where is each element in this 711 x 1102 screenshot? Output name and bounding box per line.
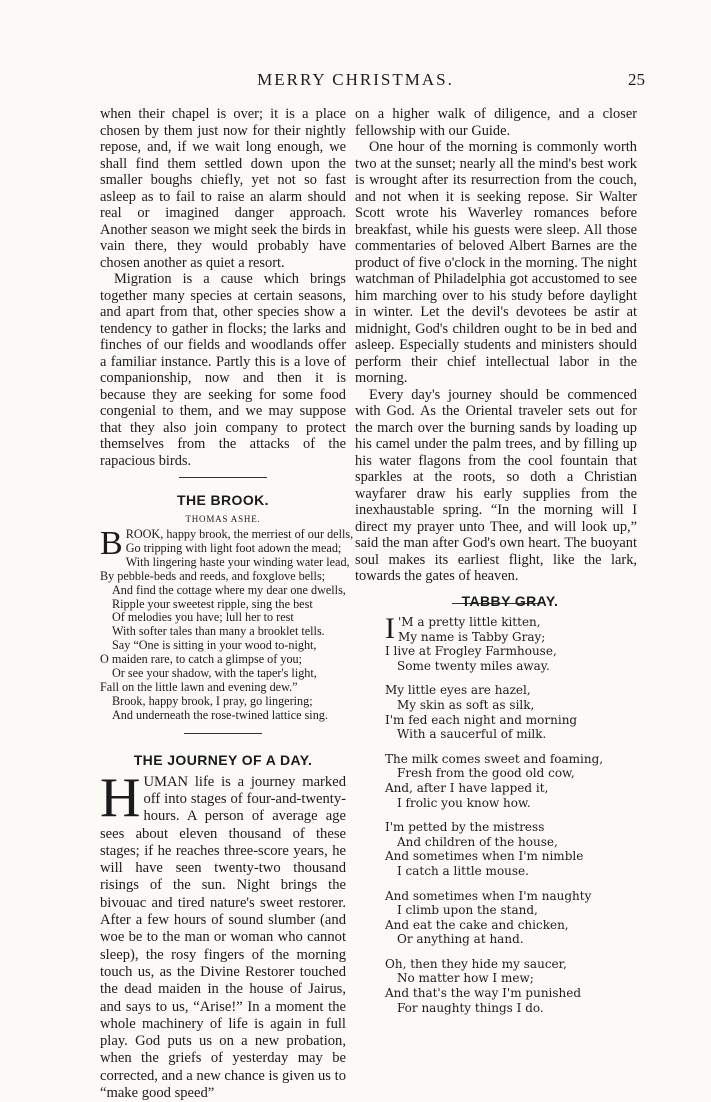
- poem-line: Fresh from the good old cow,: [397, 766, 575, 781]
- poem-author: THOMAS ASHE.: [185, 514, 261, 524]
- right-column: [355, 106, 637, 618]
- section-divider: [179, 477, 267, 478]
- paragraph: when their chapel is over; it is a place chosen by them just now for their nightly repose, and, if we wait long enough, we shall find them settled down upon the smaller boughs chiefly, yet not so fast asleep as to fail to raise an alarm should real or imagined danger approach. Another season we might seek the birds in vain there, they would probably have chosen another as quiet a resort.: [100, 106, 346, 271]
- poem-line: And, after I have lapped it,: [385, 780, 549, 795]
- paragraph: on a higher walk of diligence, and a closer fellowship with our Guide.: [355, 106, 637, 139]
- poem-line: Ripple your sweetest ripple, sing the best: [112, 596, 313, 611]
- paragraph: One hour of the morning is commonly worth two at the sunset; nearly all the mind's best work is wrought after its resurrection from the couch, and not when it is seeking repose. Sir Walter Scott wrote his Waverley romances before breakfast, while his guests were sleep. All those commentaries of beloved Albert Barnes are the product of five o'clock in the morning. The night watchman of Philadelphia got accustomed to see him marching over to his study before daylight in winter. Let the devil's devotees be astir at midnight, God's children ought to be in bed and asleep. Especially students and ministers should perform their chief intellectual labor in the morning.: [355, 139, 637, 386]
- poem-line: And underneath the rose-twined lattice sing.: [112, 707, 328, 722]
- poem-line: With lingering haste your winding water lead,: [125, 554, 350, 569]
- drop-cap: I: [385, 612, 395, 645]
- poem-line: My little eyes are hazel,: [385, 683, 531, 698]
- poem-line: For naughty things I do.: [397, 1000, 544, 1015]
- poem-line: And children of the house,: [397, 834, 558, 849]
- poem-line: And find the cottage where my dear one dwells,: [112, 582, 346, 597]
- poem-line: Brook, happy brook, I pray, go lingering;: [112, 693, 313, 708]
- poem-line: Oh, then they hide my saucer,: [385, 956, 567, 971]
- running-title: MERRY CHRISTMAS.: [257, 70, 454, 89]
- poem-line: Go tripping with light foot adown the mead;: [125, 540, 342, 555]
- paragraph: Migration is a cause which brings together many species at certain seasons, and apart from that, other species show a tendency to gather in flocks; the larks and finches of our fields and woodlands offer a familiar instance. Partly this is a love of companionship, now and then it is because they are seeking for some food congenial to them, and we may suppose that they also join company to protect themselves from the attacks of the rapacious birds.: [100, 271, 346, 469]
- poem-line: I frolic you know how.: [397, 795, 531, 810]
- article-journey-of-a-day: [100, 752, 346, 1102]
- poem-stanza: [385, 612, 635, 673]
- poem-line: And that's the way I'm punished: [385, 986, 582, 1001]
- poem-stanza: [385, 683, 635, 741]
- section-divider: [184, 733, 262, 734]
- poem-line: And sometimes when I'm naughty: [385, 888, 592, 903]
- poem-line: And sometimes when I'm nimble: [385, 849, 584, 864]
- poem-line: O maiden rare, to catch a glimpse of you;: [100, 652, 303, 667]
- left-column: [100, 106, 354, 1102]
- poem-line: Of melodies you have; lull her to rest: [112, 610, 294, 625]
- poem-line: Fall on the little lawn and evening dew.”: [100, 679, 298, 694]
- page-number: 25: [628, 70, 645, 89]
- paragraph: Every day's journey should be commenced with God. As the Oriental traveler sets out for the march over the burning sands by loading up his camel under the palm trees, and by filling up his water flagons from the cool fountain that sparkles at the roots, so doth a Christian wayfarer draw his early supplies from the inexhaustable spring. “In the morning will I direct my prayer unto Thee, and will look up,” said the man after God's own heart. The buoyant soul makes its earliest flight, like the lark, towards the gates of heaven.: [355, 386, 637, 584]
- page-header: [0, 70, 711, 92]
- article-body: UMAN life is a journey marked off into stages of four-and-twenty-hours. A person of average age sees about eleven thousand of these stages; if he reaches three-score years, he will have seen twenty-two thousand risings of the sun. Night brings the bivouac and tired nature's sweet restorer. After a few hours of sound slumber (and woe be to the man or woman who cannot sleep), the rosy fingers of the morning touch us, as the Divine Restorer touched the dead maiden in the house of Jairus, and says to us, “Arise!” In a moment the whole machinery of life is again in full play. God puts us on a new probation, when the griefs of yesterday may be corrected, and a new chance is given us to “make good speed”: [100, 773, 346, 1102]
- poem-line: My skin as soft as silk,: [397, 697, 535, 712]
- poem-line: No matter how I mew;: [397, 971, 534, 986]
- poem-the-brook: [100, 492, 354, 723]
- drop-cap: H: [100, 766, 141, 829]
- poem-line: And eat the cake and chicken,: [385, 917, 569, 932]
- poem-stanza: [385, 957, 635, 1015]
- poem-tabby-gray: [385, 593, 635, 1025]
- article-title: THE JOURNEY OF A DAY.: [133, 751, 313, 768]
- poem-line: Or anything at hand.: [397, 932, 524, 947]
- poem-line: I'm petted by the mistress: [385, 820, 545, 835]
- poem-title: THE BROOK.: [177, 492, 269, 508]
- poem-line: 'M a pretty little kitten,: [398, 615, 541, 629]
- poem-stanza: [385, 820, 635, 878]
- poem-line: ROOK, happy brook, the merriest of our dells,: [125, 527, 354, 541]
- poem-line: I'm fed each night and morning: [385, 712, 578, 727]
- poem-line: With softer tales than many a brooklet tells.: [112, 624, 325, 639]
- poem-line: The milk comes sweet and foaming,: [385, 751, 604, 766]
- poem-line: Some twenty miles away.: [397, 658, 550, 673]
- poem-line: I climb upon the stand,: [397, 903, 538, 918]
- drop-cap: B: [100, 525, 123, 562]
- poem-line: By pebble-beds and reeds, and foxglove bells;: [100, 568, 326, 583]
- poem-line: I catch a little mouse.: [397, 863, 529, 878]
- poem-stanza: [385, 889, 635, 947]
- poem-line: With a saucerful of milk.: [397, 727, 547, 742]
- poem-line: I live at Frogley Farmhouse,: [385, 644, 557, 659]
- poem-line: Say “One is sitting in your wood to-night,: [112, 638, 317, 653]
- poem-title: TABBY GRAY.: [461, 593, 559, 609]
- poem-line: Or see your shadow, with the taper's light,: [112, 666, 317, 681]
- poem-line: My name is Tabby Gray;: [398, 629, 546, 644]
- poem-stanza: [385, 752, 635, 810]
